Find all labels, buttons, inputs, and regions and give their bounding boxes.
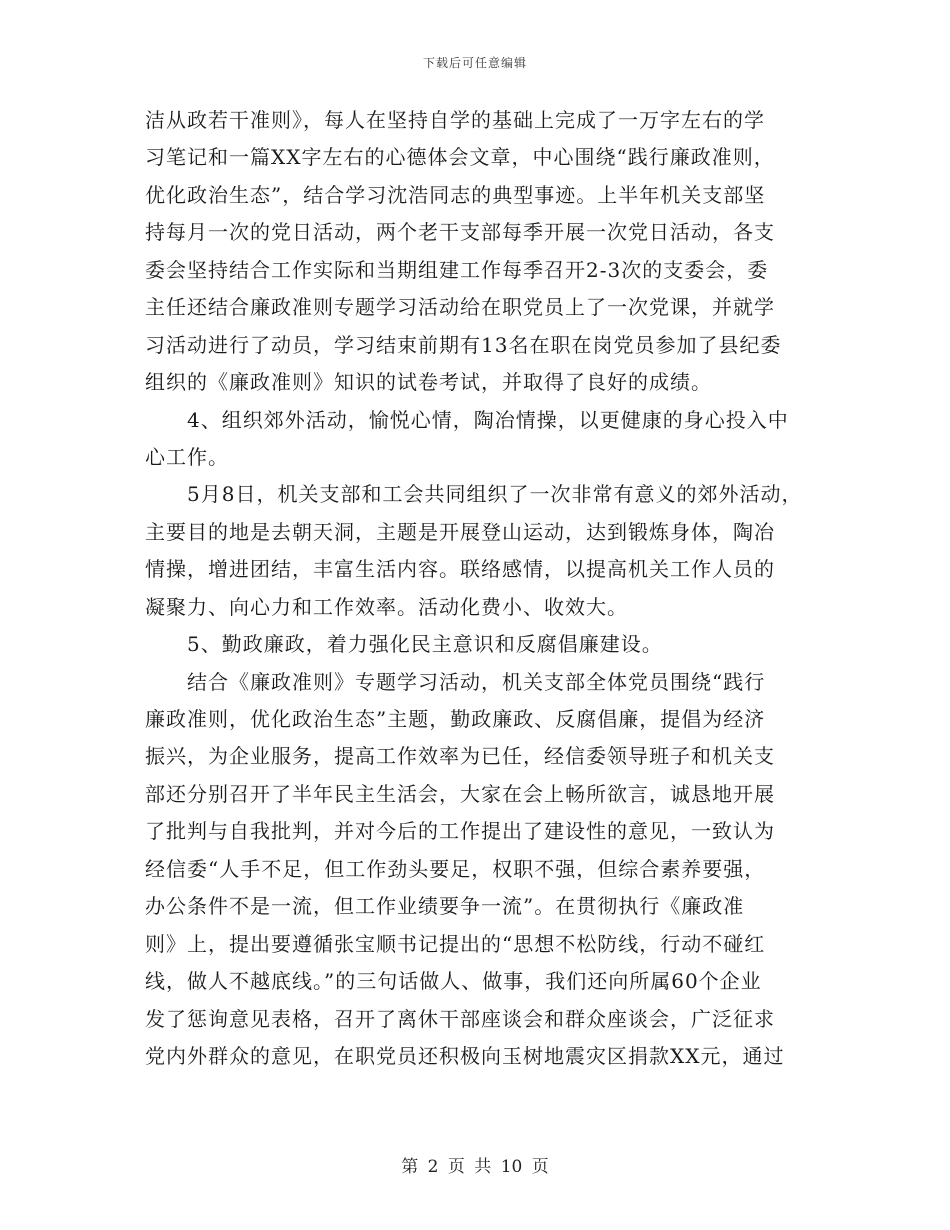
text-line: 组织的《廉政准则》知识的试卷考试，并取得了良好的成绩。: [145, 370, 712, 395]
text-line: 凝聚力、向心力和工作效率。活动化费小、收效大。: [145, 594, 628, 619]
text-line: 洁从政若干准则》，每人在坚持自学的基础上完成了一万字左右的学: [145, 108, 765, 132]
text-line: 持每月一次的党日活动，两个老干支部每季开展一次党日活动，各支: [145, 220, 775, 245]
text-line: 主要目的地是去朝天洞，主题是开展登山运动，达到锻炼身体，陶冶: [145, 519, 775, 544]
text-line: 经信委“人手不足，但工作劲头要足，权职不强，但综合素养要强，: [145, 856, 766, 881]
text-line: 党内外群众的意见，在职党员还积极向玉树地震灾区捐款XX元，通过: [145, 1043, 785, 1068]
text-line: 线，做人不越底线。”的三句话做人、做事，我们还向所属60个企业: [145, 969, 762, 994]
text-line: 廉政准则，优化政治生态”主题，勤政廉政、反腐倡廉，提倡为经济: [145, 707, 766, 731]
text-line: 4、组织郊外活动，愉悦心情，陶冶情操，以更健康的身心投入中: [187, 407, 789, 432]
text-line: 办公条件不是一流，但工作业绩要争一流”。在贯彻执行《廉政准: [145, 894, 745, 919]
text-line: 振兴，为企业服务，提高工作效率为已任，经信委领导班子和机关支: [145, 744, 775, 769]
text-line: 5、勤政廉政，着力强化民主意识和反腐倡廉建设。: [187, 632, 663, 657]
text-line: 优化政治生态”，结合学习沈浩同志的典型事迹。上半年机关支部坚: [145, 182, 766, 207]
text-line: 则》上，提出要遵循张宝顺书记提出的“思想不松防线，行动不碰红: [145, 931, 766, 956]
text-line: 了批判与自我批判，并对今后的工作提出了建设性的意见，一致认为: [145, 819, 775, 844]
text-line: 5月8日，机关支部和工会共同组织了一次非常有意义的郊外活动，: [187, 482, 803, 507]
text-line: 心工作。: [145, 444, 229, 469]
text-line: 结合《廉政准则》专题学习活动，机关支部全体党员围绕“践行: [187, 669, 766, 694]
text-line: 情操，增进团结，丰富生活内容。联络感情，以提高机关工作人员的: [145, 557, 775, 582]
text-line: 主任还结合廉政准则专题学习活动给在职党员上了一次党课，并就学: [145, 295, 775, 320]
text-line: 部还分别召开了半年民主生活会，大家在会上畅所欲言，诚恳地开展: [145, 781, 775, 806]
text-line: 委会坚持结合工作实际和当期组建工作每季召开2-3次的支委会，委: [145, 257, 769, 282]
text-line: 习笔记和一篇XX字左右的心德体会文章，中心围绕“践行廉政准则，: [145, 145, 775, 170]
text-line: 习活动进行了动员，学习结束前期有13名在职在岗党员参加了县纪委: [145, 332, 782, 357]
page-number: 第 2 页 共 10 页: [401, 1157, 549, 1177]
text-line: 发了惩询意见表格，召开了离休干部座谈会和群众座谈会，广泛征求: [145, 1006, 775, 1031]
document-body: [145, 102, 810, 1075]
page-header-note: 下载后可任意编辑: [422, 56, 527, 70]
